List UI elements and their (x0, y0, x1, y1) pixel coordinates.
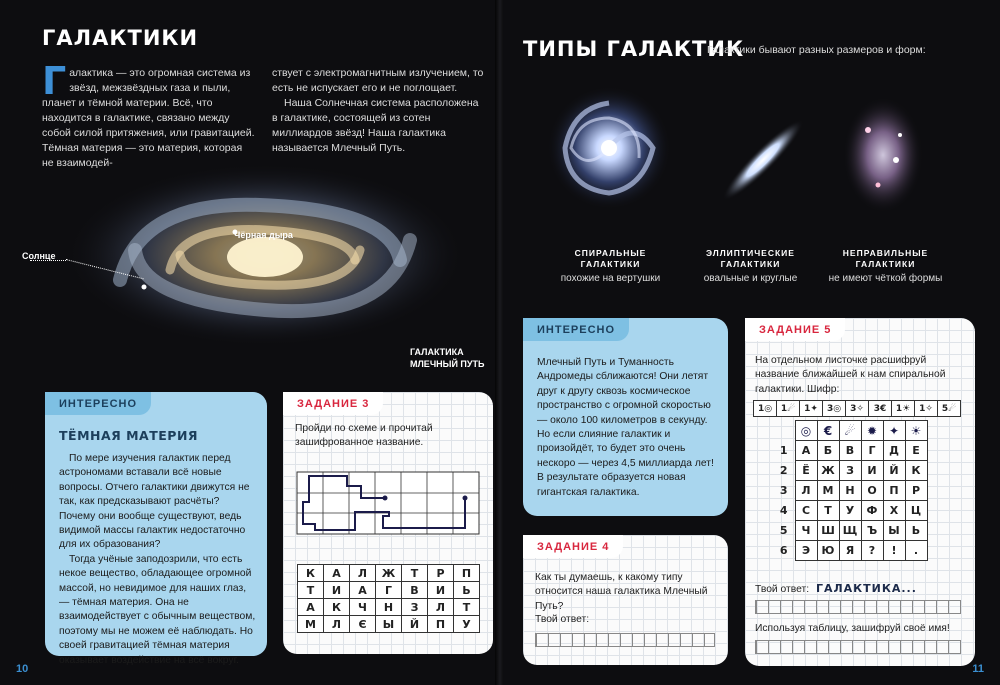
task3-grid-cell: Ь (454, 582, 480, 599)
cipher-cell: 3◎ (823, 401, 846, 417)
types-subtitle: Галактики бывают разных размеров и форм: (707, 44, 926, 56)
spiral-galaxy-image (543, 78, 675, 218)
cipher-letter-cell: У (839, 501, 861, 521)
interesting-card-andromeda (523, 318, 728, 516)
interesting-paragraph-1: По мере изучения галактик перед астрономами вставали всё новые вопросы. Отчего галактики движутся не так, как предсказывают расчёты? Почему они вообще существуют, ведь видимой массы галактик недостаточно для их образования? (59, 453, 250, 551)
task3-grid-cell: К (324, 599, 350, 616)
cipher-letter-cell: Ъ (861, 521, 883, 541)
irregular-galaxy-image (838, 90, 928, 220)
cipher-letter-cell: Ф (861, 501, 883, 521)
task3-grid-row (298, 616, 480, 633)
cipher-letter-cell: Ж (817, 461, 839, 481)
cipher-letter-cell: Н (839, 481, 861, 501)
page-title-left: ГАЛАКТИКИ (42, 26, 199, 50)
task3-grid-cell: У (454, 616, 480, 633)
galaxy-type-name-2: ГАЛАКТИКИ (720, 259, 781, 269)
task3-grid-cell: Л (428, 599, 454, 616)
task3-grid-cell: Ч (350, 599, 376, 616)
cipher-row-number: 4 (779, 504, 788, 517)
page-number-right: 11 (972, 663, 984, 675)
cipher-row-number: 3 (779, 484, 788, 497)
task3-grid-cell: Т (402, 565, 428, 582)
cipher-table-row (773, 461, 927, 481)
galaxy-type-item (683, 248, 818, 284)
task3-grid-cell: В (402, 582, 428, 599)
task5-answer-row (755, 582, 917, 595)
cipher-table-row (773, 501, 927, 521)
task3-grid-cell: И (428, 582, 454, 599)
cipher-letter-cell: Ь (905, 521, 927, 541)
intro-text-3: Наша Солнечная система расположена в галактике, состоящей из сотен миллиардов звёзд! Наша галактика называется Млечный Путь. (272, 97, 479, 154)
task3-grid-cell: Н (376, 599, 402, 616)
cipher-letter-cell: Ш (817, 521, 839, 541)
task3-grid-cell: Л (350, 565, 376, 582)
galaxy-type-name-2: ГАЛАКТИКИ (580, 259, 641, 269)
label-milky-way-line1: ГАЛАКТИКА (410, 347, 464, 357)
cipher-symbol-icon: ◎ (795, 421, 817, 441)
task3-maze[interactable] (297, 472, 479, 534)
cipher-table-row (773, 481, 927, 501)
galaxy-type-name: СПИРАЛЬНЫЕ (574, 248, 647, 258)
cipher-symbol-icon: ✦ (883, 421, 905, 441)
cipher-symbol-icon: € (817, 421, 839, 441)
cipher-letter-cell: . (905, 541, 927, 561)
left-page (0, 0, 497, 685)
cipher-letter-cell: Й (883, 461, 905, 481)
cipher-row-number: 6 (779, 544, 788, 557)
cipher-letter-cell: Г (861, 441, 883, 461)
task3-grid-row (298, 565, 480, 582)
interesting-tag: ИНТЕРЕСНО (45, 392, 151, 415)
task3-grid-cell: Є (350, 616, 376, 633)
cipher-letter-cell: Ы (883, 521, 905, 541)
cipher-cell: 1✦ (800, 401, 823, 417)
task3-grid-cell: К (298, 565, 324, 582)
intro-column-1 (42, 59, 256, 171)
task3-grid-cell: П (454, 565, 480, 582)
label-black-hole: Чёрная дыра (234, 230, 293, 240)
cipher-letter-cell: Б (817, 441, 839, 461)
cipher-letter-cell: Х (883, 501, 905, 521)
cipher-header-row (773, 421, 927, 441)
galaxy-type-desc: похожие на вертушки (560, 273, 661, 284)
cipher-cell: 1◎ (754, 401, 777, 417)
cipher-row-number: 1 (779, 444, 788, 457)
cipher-corner (773, 421, 795, 441)
sun-dot (142, 285, 147, 290)
task3-card (283, 392, 493, 654)
interesting-right-text: Млечный Путь и Туманность Андромеды сближаются! Они летят друг к другу сквозь космическое пространство с огромной скоростью — около 100 километров в секунду. Но если слияние галактик и произойдёт, то будет это очень нескоро — через 4,5 миллиарда лет! В результате образуется новая гигантская галактика. (537, 357, 714, 498)
galaxy-type-desc: овальные и круглые (703, 273, 798, 284)
cipher-letter-cell: ? (861, 541, 883, 561)
task3-text: Пройди по схеме и прочитай зашифрованное название. (295, 423, 433, 449)
label-sun: Солнце (22, 251, 56, 261)
task5-card (745, 318, 975, 666)
task5-name-field[interactable] (755, 640, 961, 654)
cipher-symbol-icon: ☄ (839, 421, 861, 441)
cipher-letter-cell: Е (905, 441, 927, 461)
cipher-letter-cell: Л (795, 481, 817, 501)
cipher-letter-cell: К (905, 461, 927, 481)
task5-text: На отдельном листочке расшифруй название ближайшей к нам спиральной галактики. Шифр: (755, 355, 946, 395)
task5-answer-label: Твой ответ: (755, 584, 810, 595)
task3-grid-cell: М (298, 616, 324, 633)
cipher-letter-cell: Я (839, 541, 861, 561)
label-milky-way (410, 346, 484, 370)
page-number-left: 10 (16, 663, 29, 675)
task3-grid-cell: Т (298, 582, 324, 599)
task5-answer-field[interactable] (755, 600, 961, 614)
task3-grid-cell: И (324, 582, 350, 599)
intro-text-1: алактика — это огромная система из звёзд, межзвёздных газа и пыли, планет и тёмной материи. Всё, что находится в галактике, связано между собой силой притяжения, или гравитацией. Тёмная материя — это материя, которая не взаимодей- (42, 67, 255, 169)
task3-grid-cell: Г (376, 582, 402, 599)
task3-grid-cell: З (402, 599, 428, 616)
task5-name-text: Используя таблицу, зашифруй своё имя! (755, 623, 950, 634)
cipher-cell: 5☄ (938, 401, 961, 417)
interesting-body (59, 452, 257, 668)
task3-grid-cell: Р (428, 565, 454, 582)
cipher-symbol-icon: ✹ (861, 421, 883, 441)
task3-grid-cell: А (324, 565, 350, 582)
task3-grid-cell: Л (324, 616, 350, 633)
task3-grid-row (298, 582, 480, 599)
task4-tag: ЗАДАНИЕ 4 (523, 535, 623, 558)
cipher-letter-cell: С (795, 501, 817, 521)
task5-tag: ЗАДАНИЕ 5 (745, 318, 845, 341)
task4-answer-label: Твой ответ: (535, 614, 590, 625)
galaxy-core (227, 237, 303, 277)
cipher-letter-cell: Ч (795, 521, 817, 541)
task3-grid-cell: Й (402, 616, 428, 633)
intro-text-2: ствует с электромагнитным излучением, то есть не испускает его и не поглощает. (272, 67, 484, 94)
task3-grid-cell: Ы (376, 616, 402, 633)
cipher-letter-cell: Щ (839, 521, 861, 541)
galaxy-type-name: НЕПРАВИЛЬНЫЕ (842, 248, 929, 258)
task4-card (523, 535, 728, 665)
cipher-table-row (773, 521, 927, 541)
galaxy-type-item (543, 248, 678, 284)
cipher-table-row (773, 441, 927, 461)
cipher-cell: 3✧ (846, 401, 869, 417)
cipher-symbol-icon: ☀ (905, 421, 927, 441)
task3-grid-cell: А (350, 582, 376, 599)
cipher-cell: 1☄ (777, 401, 800, 417)
page-title-right: ТИПЫ ГАЛАКТИК (523, 37, 745, 61)
cipher-cell: 3€ (869, 401, 892, 417)
drop-cap: Г (42, 59, 67, 103)
cipher-letter-cell: Р (905, 481, 927, 501)
elliptical-galaxy-image (703, 100, 823, 220)
task3-grid-row (298, 599, 480, 616)
interesting-tag-right: ИНТЕРЕСНО (523, 318, 629, 341)
cipher-letter-cell: З (839, 461, 861, 481)
cipher-letter-cell: ! (883, 541, 905, 561)
interesting-paragraph-2: Тогда учёные заподозрили, что есть некое вещество, обладающее огромной массой, но невидимое для наших глаз, — тёмная материя. Она не взаимодействует с обычным веществом, поэтому мы не можем её наблюдать. Но своей гравитацией тёмная материя оказывает воздействие на всё вокруг. (59, 553, 256, 666)
galaxy-type-name: ЭЛЛИПТИЧЕСКИЕ (706, 248, 795, 258)
label-milky-way-line2: МЛЕЧНЫЙ ПУТЬ (410, 359, 485, 369)
cipher-row-number: 5 (779, 524, 788, 537)
galaxy-type-name-2: ГАЛАКТИКИ (855, 259, 916, 269)
cipher-letter-cell: Э (795, 541, 817, 561)
cipher-cell: 1✧ (915, 401, 938, 417)
cipher-cell: 1☀ (892, 401, 915, 417)
galaxy-type-item (818, 248, 953, 284)
right-page (503, 0, 1000, 685)
cipher-letter-cell: О (861, 481, 883, 501)
cipher-letter-cell: И (861, 461, 883, 481)
task4-text: Как ты думаешь, к какому типу относится наша галактика Млечный Путь? (535, 572, 708, 612)
cipher-letter-cell: Ё (795, 461, 817, 481)
interesting-card-dark-matter (45, 392, 267, 666)
task3-grid-cell: Т (454, 599, 480, 616)
cipher-letter-cell: Д (883, 441, 905, 461)
cipher-letter-cell: Ю (817, 541, 839, 561)
cipher-letter-cell: Т (817, 501, 839, 521)
galaxy-type-desc: не имеют чёткой формы (828, 273, 943, 284)
interesting-title: ТЁМНАЯ МАТЕРИЯ (59, 428, 199, 443)
milky-way-illustration (60, 160, 480, 370)
task3-letter-grid (297, 564, 480, 633)
task5-cipher-table (773, 420, 928, 561)
task3-grid-cell: А (298, 599, 324, 616)
intro-column-2 (272, 66, 486, 156)
cipher-letter-cell: Ц (905, 501, 927, 521)
cipher-letter-cell: П (883, 481, 905, 501)
task5-cipher-row (753, 400, 961, 417)
cipher-letter-cell: А (795, 441, 817, 461)
task5-answer-value: ГАЛАКТИКА... (815, 582, 917, 595)
task3-grid-cell: П (428, 616, 454, 633)
task3-grid-cell: Ж (376, 565, 402, 582)
cipher-row-number: 2 (779, 464, 788, 477)
cipher-table-row (773, 541, 927, 561)
cipher-letter-cell: М (817, 481, 839, 501)
task3-tag: ЗАДАНИЕ 3 (283, 392, 383, 415)
task4-answer-field[interactable] (535, 633, 715, 647)
cipher-letter-cell: В (839, 441, 861, 461)
